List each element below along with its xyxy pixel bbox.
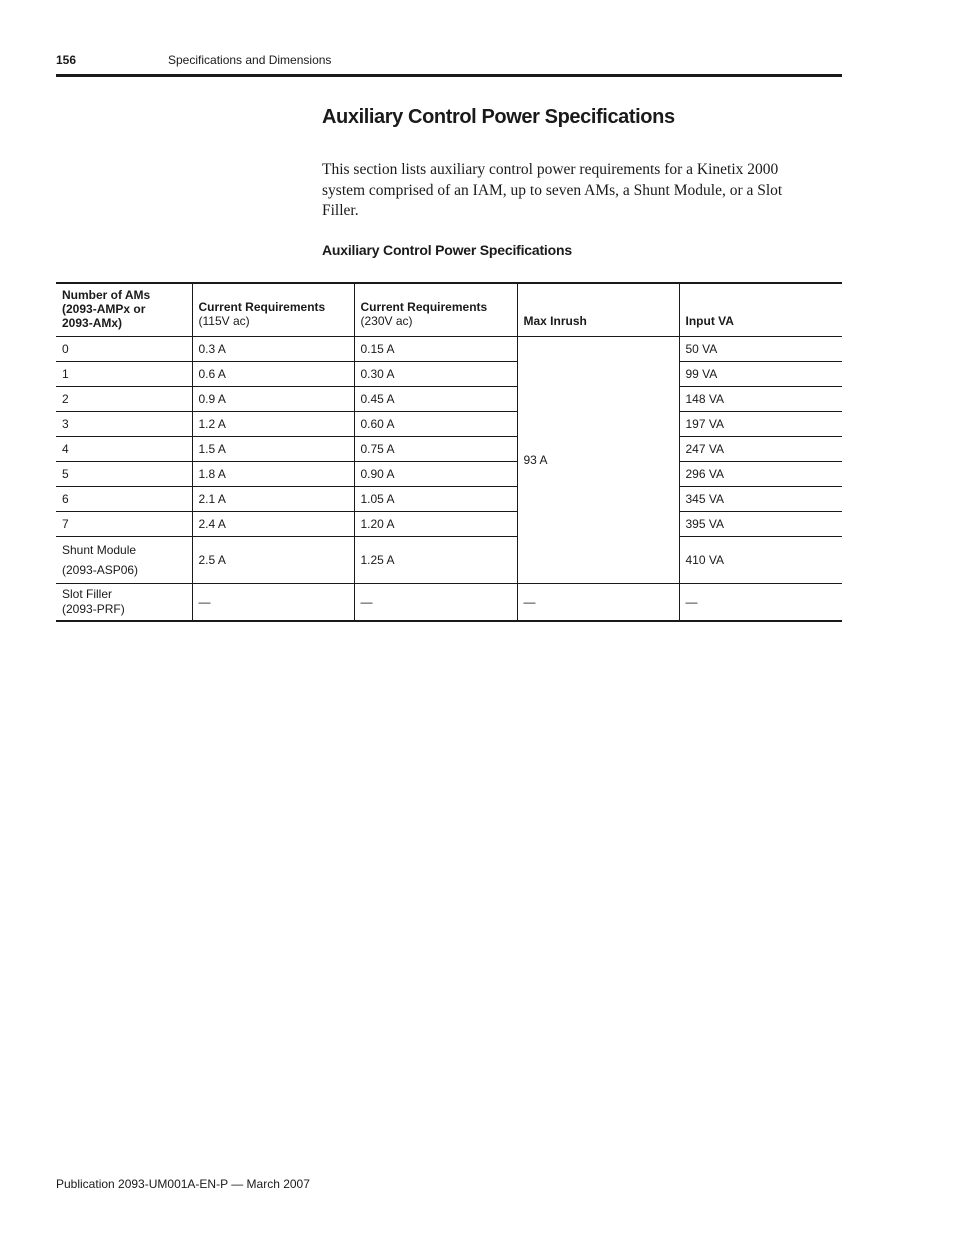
cell-current-115: 1.2 A <box>192 411 354 436</box>
cell-am-count: 1 <box>56 361 192 386</box>
header-max-inrush-label: Max Inrush <box>523 313 587 328</box>
header-current-230-label: Current Requirements <box>360 299 488 314</box>
cell-current-230: 0.45 A <box>354 386 517 411</box>
cell-current-230: 0.90 A <box>354 461 517 486</box>
cell-input-va: 99 VA <box>685 366 718 381</box>
header-current-115 <box>192 283 354 336</box>
section-title: Auxiliary Control Power Specifications <box>322 106 675 128</box>
header-current-115-sub: (115V ac) <box>198 313 250 328</box>
table-header-row <box>56 283 842 336</box>
header-max-inrush <box>517 283 679 336</box>
cell-current-115: 1.8 A <box>192 461 354 486</box>
header-number-of-ams <box>56 283 192 336</box>
cell-input-va: 410 VA <box>685 552 724 567</box>
header-current-115-label: Current Requirements <box>198 299 326 314</box>
cell-input-va: — <box>685 594 698 609</box>
header-rule <box>56 74 842 77</box>
cell-input-va: 296 VA <box>685 466 724 481</box>
publication-footer: Publication 2093-UM001A-EN-P — March 2007 <box>56 1177 310 1191</box>
header-number-of-ams-line1: Number of AMs <box>62 288 151 302</box>
cell-input-va: 197 VA <box>685 416 724 431</box>
running-title: Specifications and Dimensions <box>168 53 332 67</box>
cell-current-115: 0.6 A <box>192 361 354 386</box>
header-number-of-ams-line2: (2093-AMPx or <box>62 302 146 316</box>
cell-input-va: 395 VA <box>685 516 724 531</box>
cell-am-count: 7 <box>56 511 192 536</box>
header-input-va <box>679 283 842 336</box>
intro-paragraph: This section lists auxiliary control power requirements for a Kinetix 2000 system comprised of an IAM, up to seven AMs, a Shunt Module, or a Slot Filler. <box>322 161 783 219</box>
cell-am-count: 0 <box>56 336 192 361</box>
cell-shunt-module <box>56 536 192 583</box>
cell-current-115: 2.1 A <box>192 486 354 511</box>
cell-current-115: 0.9 A <box>192 386 354 411</box>
cell-max-inrush-shared: 93 A <box>517 336 679 583</box>
aux-power-table <box>56 282 842 622</box>
cell-current-230: 0.15 A <box>354 336 517 361</box>
shunt-module-name: Shunt Module <box>62 542 137 557</box>
cell-input-va: 247 VA <box>685 441 724 456</box>
cell-current-230: 1.05 A <box>354 486 517 511</box>
header-current-230-sub: (230V ac) <box>360 313 413 328</box>
table-row-slot-filler <box>56 583 842 621</box>
cell-slot-filler <box>56 583 192 621</box>
cell-input-va: 50 VA <box>685 341 718 356</box>
table-row <box>56 461 842 486</box>
page-number: 156 <box>56 53 77 67</box>
cell-current-230: 1.25 A <box>354 536 517 583</box>
header-current-230 <box>354 283 517 336</box>
shunt-module-part: (2093-ASP06) <box>62 562 139 577</box>
table-row <box>56 511 842 536</box>
table-row <box>56 361 842 386</box>
table-row <box>56 436 842 461</box>
cell-current-115: 2.4 A <box>192 511 354 536</box>
cell-input-va: 148 VA <box>685 391 724 406</box>
cell-current-230: — <box>354 583 517 621</box>
cell-am-count: 5 <box>56 461 192 486</box>
cell-current-230: 0.30 A <box>354 361 517 386</box>
table-row <box>56 386 842 411</box>
cell-am-count: 2 <box>56 386 192 411</box>
cell-current-115: 0.3 A <box>192 336 354 361</box>
cell-current-115: 2.5 A <box>192 536 354 583</box>
cell-max-inrush: — <box>517 583 679 621</box>
cell-current-230: 1.20 A <box>354 511 517 536</box>
slot-filler-part: (2093-PRF) <box>62 601 125 616</box>
cell-input-va: 345 VA <box>685 491 724 506</box>
cell-am-count: 3 <box>56 411 192 436</box>
table-row-shunt <box>56 536 842 583</box>
cell-am-count: 4 <box>56 436 192 461</box>
cell-current-230: 0.60 A <box>354 411 517 436</box>
table-caption: Auxiliary Control Power Specifications <box>322 242 572 258</box>
cell-current-115: 1.5 A <box>192 436 354 461</box>
table-row <box>56 411 842 436</box>
header-number-of-ams-line3: 2093-AMx) <box>62 316 123 330</box>
header-input-va-label: Input VA <box>685 313 734 328</box>
cell-current-230: 0.75 A <box>354 436 517 461</box>
cell-current-115: — <box>192 583 354 621</box>
table-row <box>56 336 842 361</box>
cell-am-count: 6 <box>56 486 192 511</box>
table-row <box>56 486 842 511</box>
slot-filler-name: Slot Filler <box>62 586 113 601</box>
